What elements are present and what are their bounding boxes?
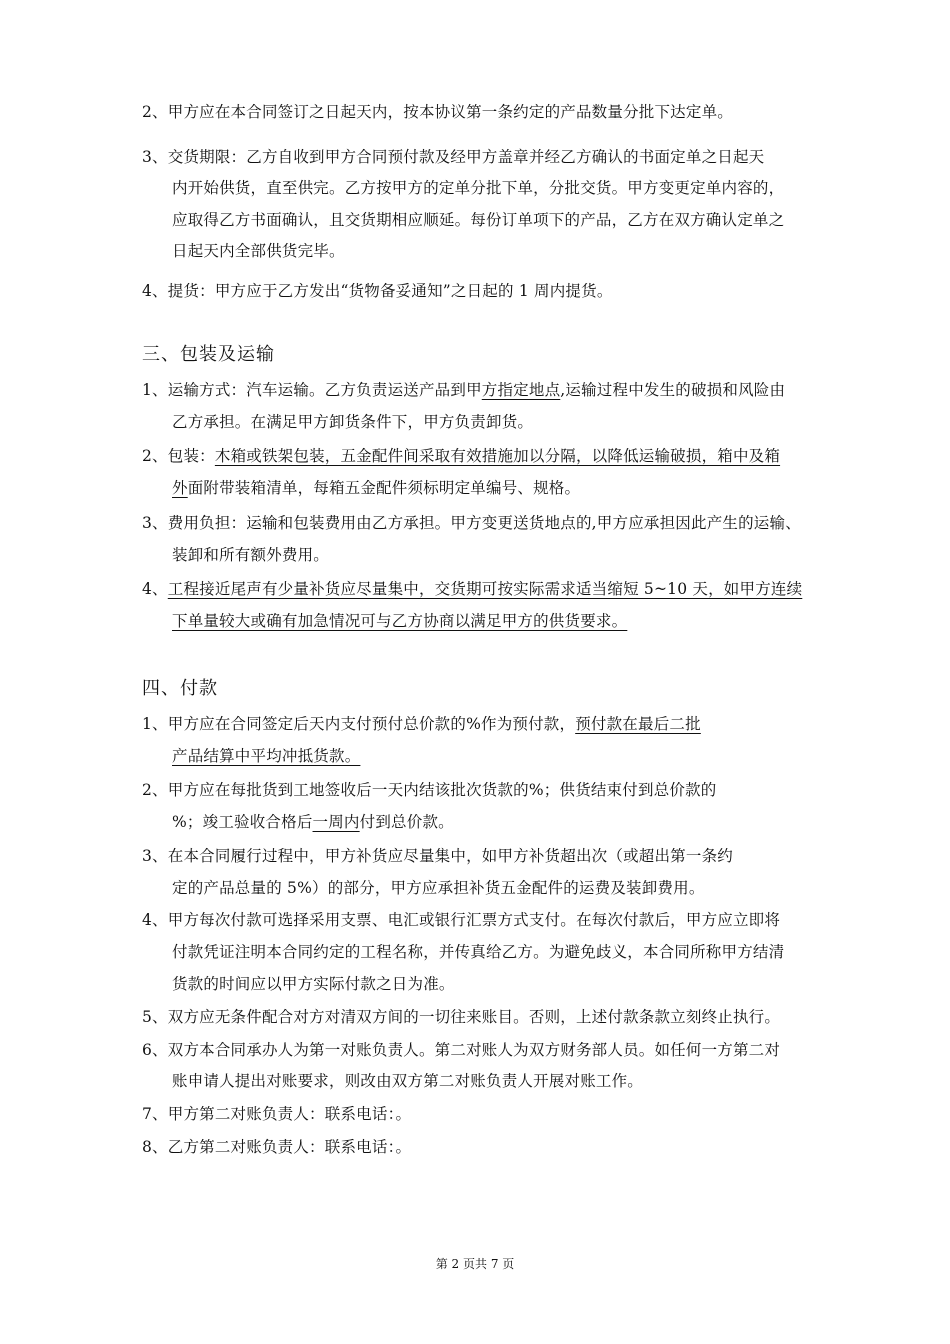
clause-4-2-line-2 <box>172 812 454 832</box>
clause-4-1-line-1 <box>142 714 701 734</box>
clause-4-3-line-2: 定的产品总量的 5%）的部分，甲方应承担补货五金配件的运费及装卸费用。 <box>172 879 705 897</box>
clause-3-3-line-1: 3、费用负担：运输和包装费用由乙方承担。甲方变更送货地点的,甲方应承担因此产生的运输、 <box>142 514 801 532</box>
clause-4-6-line-1: 6、双方本合同承办人为第一对账负责人。第二对账人为双方财务部人员。如任何一方第二对 <box>142 1041 781 1059</box>
clause-text: %；竣工验收合格后 <box>172 813 313 831</box>
page-number-footer: 第 2 页共 7 页 <box>435 1257 515 1271</box>
clause-text: 2、包装： <box>142 447 215 465</box>
clause-2-3-line-2: 内开始供货，直至供完。乙方按甲方的定单分批下单，分批交货。甲方变更定单内容的， <box>172 179 785 197</box>
underlined-text: 下单量较大或确有加急情况可与乙方协商以满足甲方的供货要求。 <box>172 612 628 630</box>
clause-4-4-line-3: 货款的时间应以甲方实际付款之日为准。 <box>172 975 455 993</box>
underlined-text: 工程接近尾声有少量补货应尽量集中，交货期可按实际需求适当缩短 5~10 天，如甲方连续 <box>167 580 803 598</box>
clause-4-5: 5、双方应无条件配合对方对清双方间的一切往来账目。否则，上述付款条款立刻终止执行。 <box>142 1008 781 1026</box>
clause-text: 面附带装箱清单，每箱五金配件须标明定单编号、规格。 <box>187 479 581 497</box>
underlined-text: 预付款在最后二批 <box>575 715 701 733</box>
clause-4-1-line-2 <box>172 746 360 766</box>
underlined-text: 一周内 <box>312 813 360 831</box>
clause-3-3-line-2: 装卸和所有额外费用。 <box>172 546 330 564</box>
clause-3-4-line-2 <box>172 611 627 631</box>
clause-text: ,运输过程中发生的破损和风险由 <box>560 381 786 399</box>
clause-3-2-line-1 <box>142 446 780 466</box>
clause-3-4-line-1 <box>142 579 802 599</box>
clause-4-3-line-1: 3、在本合同履行过程中，甲方补货应尽量集中，如甲方补货超出次（或超出第一条约 <box>142 847 733 865</box>
clause-3-2-line-2 <box>172 478 580 498</box>
clause-3-1-line-2: 乙方承担。在满足甲方卸货条件下，甲方负责卸货。 <box>172 413 534 431</box>
clause-2-4: 4、提货：甲方应于乙方发出“货物备妥通知”之日起的 1 周内提货。 <box>142 282 613 300</box>
clause-text: 1、甲方应在合同签定后天内支付预付总价款的%作为预付款， <box>142 715 576 733</box>
section-heading-packaging-transport: 三、包装及运输 <box>142 344 275 365</box>
clause-4-6-line-2: 账申请人提出对账要求，则改由双方第二对账负责人开展对账工作。 <box>172 1072 644 1090</box>
clause-text: 4、 <box>142 580 168 598</box>
underlined-text: 木箱或铁架包装，五金配件间采取有效措施加以分隔，以降低运输破损，箱中及箱 <box>214 447 781 465</box>
clause-2-3-line-3: 应取得乙方书面确认，且交货期相应顺延。每份订单项下的产品，乙方在双方确认定单之 <box>172 211 785 229</box>
clause-2-3-line-4: 日起天内全部供货完毕。 <box>172 242 345 260</box>
clause-4-4-line-1: 4、甲方每次付款可选择采用支票、电汇或银行汇票方式支付。在每次付款后，甲方应立即将 <box>142 911 781 929</box>
clause-4-4-line-2: 付款凭证注明本合同约定的工程名称，并传真给乙方。为避免歧义，本合同所称甲方结清 <box>172 943 785 961</box>
clause-4-2-line-1: 2、甲方应在每批货到工地签收后一天内结该批次货款的%；供货结束付到总价款的 <box>142 781 717 799</box>
clause-2-3-line-1: 3、交货期限：乙方自收到甲方合同预付款及经甲方盖章并经乙方确认的书面定单之日起天 <box>142 148 765 166</box>
underlined-text: 方指定地点 <box>481 381 561 399</box>
underlined-text: 产品结算中平均冲抵货款。 <box>172 747 361 765</box>
clause-3-1-line-1 <box>142 380 785 400</box>
clause-text: 付到总价款。 <box>359 813 454 831</box>
underlined-text: 外 <box>172 479 188 497</box>
clause-2-2: 2、甲方应在本合同签订之日起天内，按本协议第一条约定的产品数量分批下达定单。 <box>142 103 733 121</box>
section-heading-payment: 四、付款 <box>142 678 218 699</box>
clause-text: 1、运输方式：汽车运输。乙方负责运送产品到甲 <box>142 381 482 399</box>
clause-4-7: 7、甲方第二对账负责人：联系电话：。 <box>142 1105 412 1123</box>
clause-4-8: 8、乙方第二对账负责人：联系电话：。 <box>142 1138 412 1156</box>
